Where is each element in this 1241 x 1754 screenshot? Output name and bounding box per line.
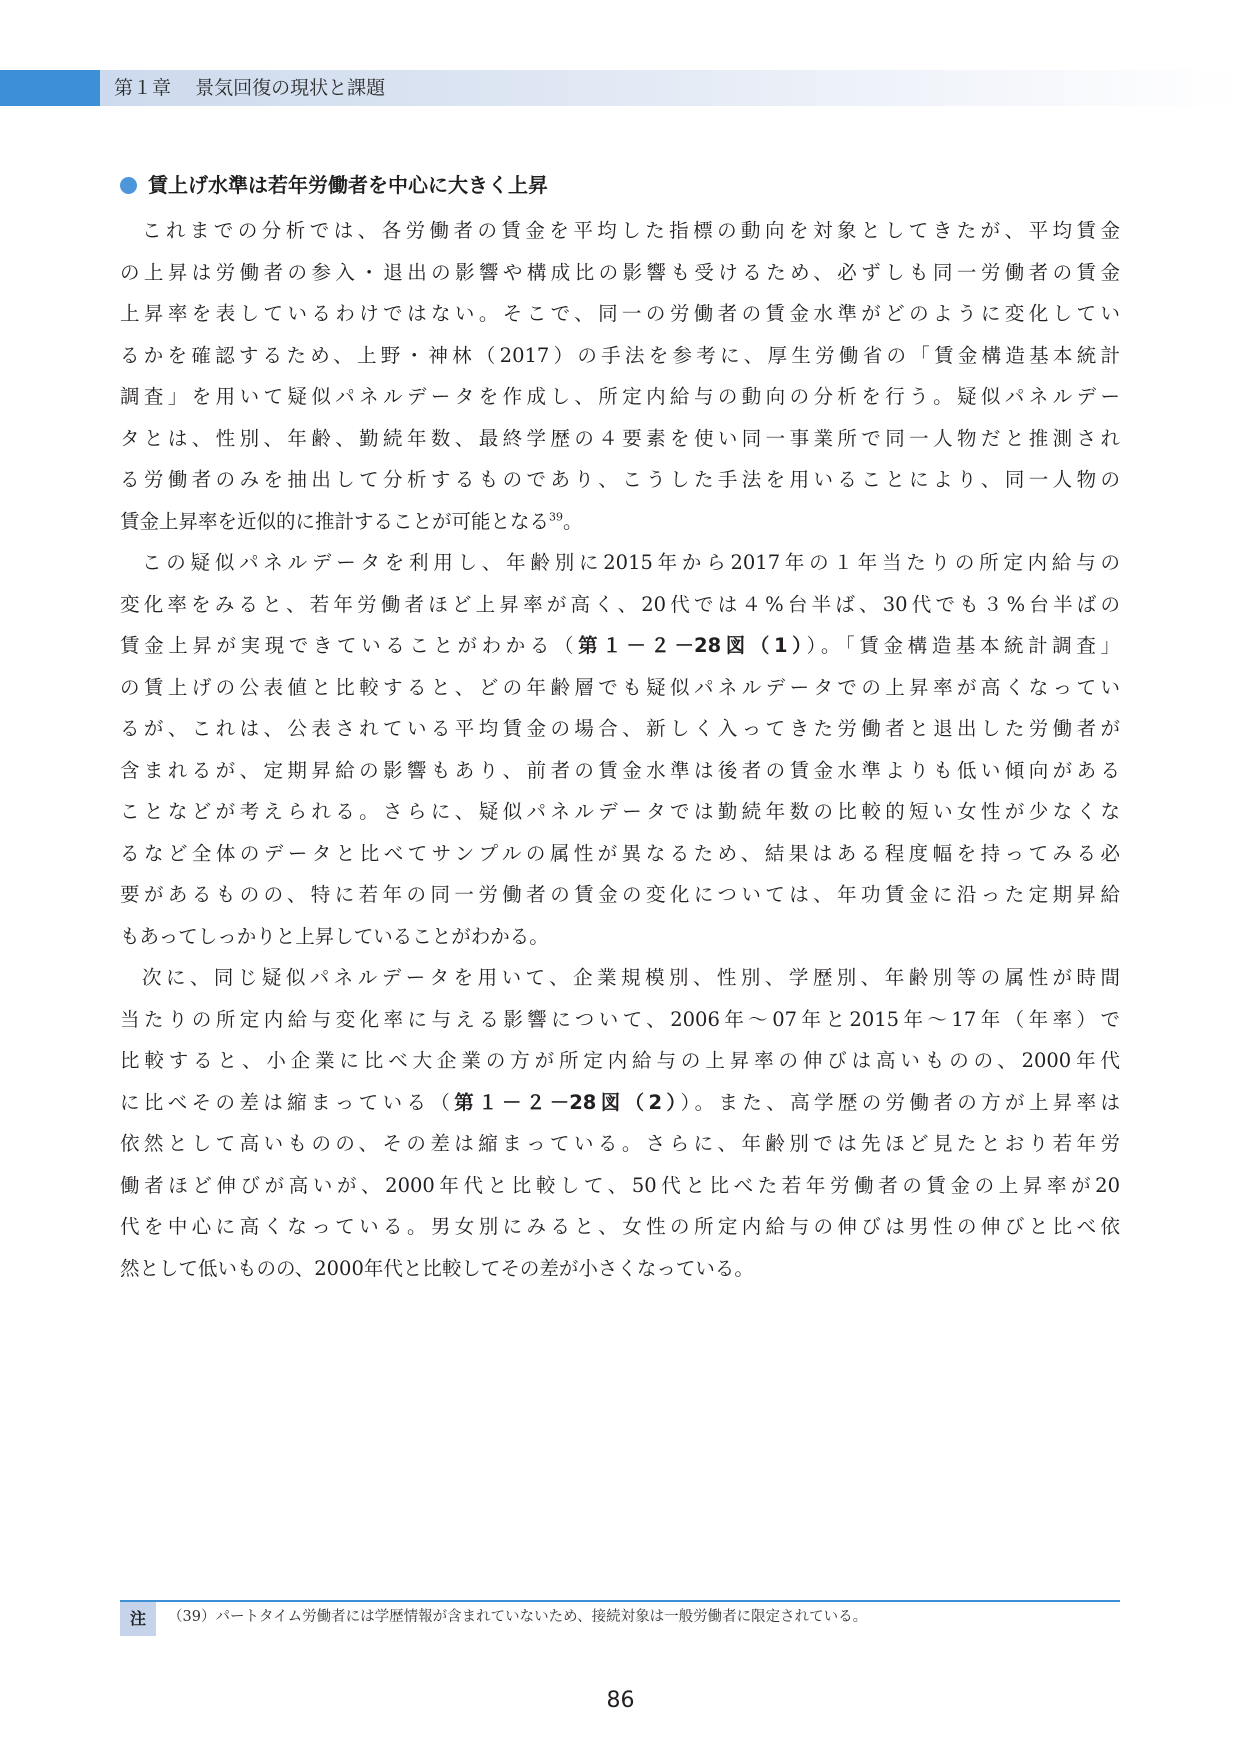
- paragraph: [120, 957, 1120, 1289]
- text-line: 当たりの所定内給与変化率に与える影響について、2006年～07年と2015年～17年（年率）で: [120, 1007, 1120, 1031]
- text-line: これまでの分析では、各労働者の賃金を平均した指標の動向を対象としてきたが、平均賃金: [142, 219, 1120, 242]
- text-line: 働者ほど伸びが高いが、2000年代と比較して、50代と比べた若年労働者の賃金の上昇率が20: [120, 1173, 1120, 1197]
- chapter-title: 景気回復の現状と課題: [195, 77, 386, 99]
- chapter-number: 第１章: [114, 77, 172, 99]
- footnote-text: （39）パートタイム労働者には学歴情報が含まれていないため、接続対象は一般労働者に限定されている。: [168, 1609, 868, 1625]
- line-text: 賃金上昇が実現できていることがわかる（: [120, 634, 579, 657]
- line-text: ）。「賃金構造基本統計調査」: [806, 634, 1120, 657]
- paragraph: [120, 210, 1120, 542]
- text-line: る労働者のみを抽出して分析するものであり、こうした手法を用いることにより、同一人物の: [120, 468, 1120, 491]
- figure-reference: 第１－２－28図（2）: [454, 1090, 681, 1114]
- text-line: 代を中心に高くなっている。男女別にみると、女性の所定内給与の伸びは男性の伸びと比べ依: [120, 1215, 1120, 1238]
- text-line: 然として低いものの、2000年代と比較してその差が小さくなっている。: [120, 1256, 754, 1280]
- text-line: の賃上げの公表値と比較すると、どの年齢層でも疑似パネルデータでの上昇率が高くなってい: [120, 675, 1120, 699]
- text-line: 上昇率を表しているわけではない。そこで、同一の労働者の賃金水準がどのように変化してい: [120, 302, 1120, 325]
- text-line: 変化率をみると、若年労働者ほど上昇率が高く、20代では４%台半ば、30代でも３%台半ばの: [120, 592, 1120, 616]
- text-line: [120, 1082, 1120, 1124]
- text-line: タとは、性別、年齢、勤続年数、最終学歴の４要素を使い同一事業所で同一人物だと推測され: [120, 426, 1120, 450]
- text-line: 次に、同じ疑似パネルデータを用いて、企業規模別、性別、学歴別、年齢別等の属性が時間: [142, 966, 1120, 989]
- text-line: 比較すると、小企業に比べ大企業の方が所定内給与の上昇率の伸びは高いものの、2000年代: [120, 1049, 1120, 1072]
- text-line: 要があるものの、特に若年の同一労働者の賃金の変化については、年功賃金に沿った定期昇給: [120, 883, 1120, 906]
- page-number: 86: [606, 1688, 635, 1713]
- text-line: この疑似パネルデータを利用し、年齢別に2015年から2017年の１年当たりの所定内給与の: [142, 551, 1120, 574]
- paragraph: [120, 542, 1120, 957]
- text-line: るなど全体のデータと比べてサンプルの属性が異なるため、結果はある程度幅を持ってみる必: [120, 841, 1120, 865]
- text-line: 含まれるが、定期昇給の影響もあり、前者の賃金水準は後者の賃金水準よりも低い傾向がある: [120, 758, 1120, 782]
- line-text: に比べその差は縮まっている（: [120, 1090, 455, 1114]
- line-text: 賃金上昇率を近似的に推計することが可能となる: [120, 509, 550, 533]
- chapter-header-accent: [0, 70, 100, 106]
- chapter-header: [114, 70, 385, 106]
- footnote-ref: 39: [549, 510, 564, 523]
- body-text: [120, 210, 1120, 1289]
- text-line: るかを確認するため、上野・神林（2017）の手法を参考に、厚生労働省の「賃金構造基本統計: [120, 343, 1120, 367]
- text-line: 依然として高いものの、その差は縮まっている。さらに、年齢別では先ほど見たとおり若年労: [120, 1132, 1120, 1155]
- section-heading: [120, 168, 548, 202]
- footnote-label: 注: [120, 1602, 156, 1636]
- text-line: るが、これは、公表されている平均賃金の場合、新しく入ってきた労働者と退出した労働者が: [120, 717, 1120, 740]
- text-line: [120, 625, 1120, 667]
- line-text: ）。また、高学歴の労働者の方が上昇率は: [680, 1090, 1120, 1114]
- text-line: の上昇は労働者の参入・退出の影響や構成比の影響も受けるため、必ずしも同一労働者の賃金: [120, 260, 1120, 284]
- text-line: 調査」を用いて疑似パネルデータを作成し、所定内給与の動向の分析を行う。疑似パネルデー: [120, 385, 1120, 408]
- text-line: ことなどが考えられる。さらに、疑似パネルデータでは勤続年数の比較的短い女性が少なくな: [120, 800, 1120, 823]
- line-end: 。: [563, 509, 583, 533]
- figure-reference: 第１－２－28図（1）: [578, 634, 807, 657]
- text-line: もあってしっかりと上昇していることがわかる。: [120, 924, 549, 948]
- bullet-dot-icon: [120, 177, 137, 194]
- section-heading-text: 賃上げ水準は若年労働者を中心に大きく上昇: [147, 173, 548, 197]
- text-line: [120, 501, 1120, 543]
